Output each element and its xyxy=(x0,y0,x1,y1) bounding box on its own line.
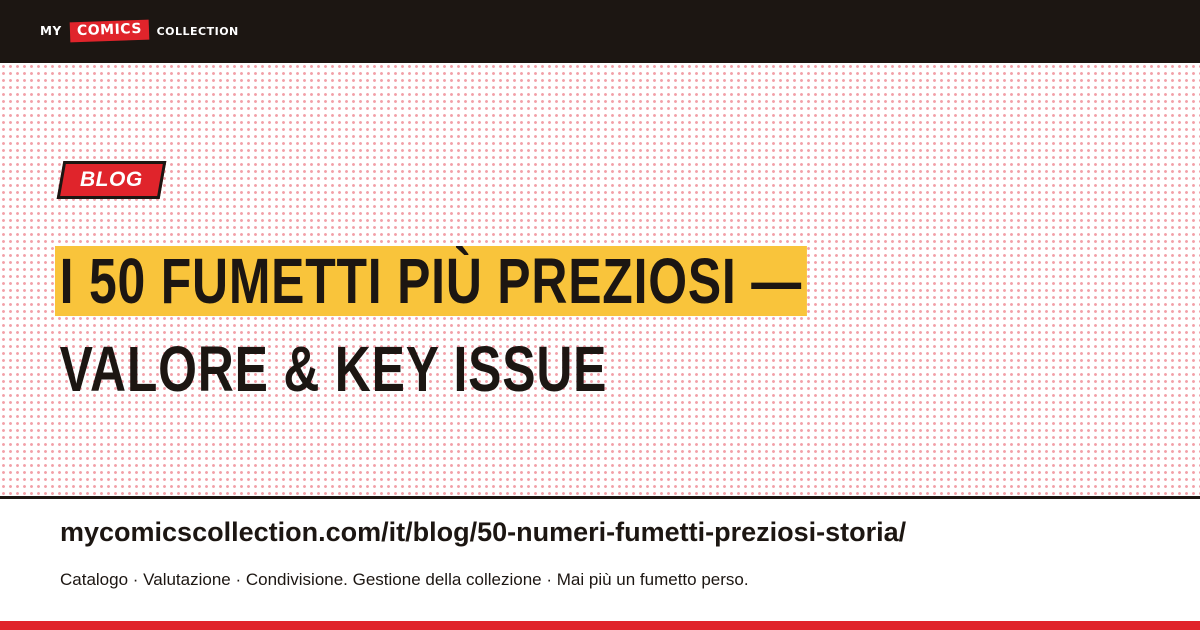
page-title-line-2: VALORE & KEY ISSUE xyxy=(59,333,608,405)
bottom-accent-stripe xyxy=(0,621,1200,630)
logo-collection-text: COLLECTION xyxy=(156,24,239,38)
blog-badge xyxy=(57,161,167,199)
section-divider xyxy=(0,496,1200,499)
logo-my-text: MY xyxy=(40,24,62,38)
blog-badge-label: BLOG xyxy=(80,168,143,191)
logo-comics-badge: COMICS xyxy=(69,20,149,43)
top-header-bar xyxy=(0,0,1200,63)
title-highlight: I 50 FUMETTI PIÙ PREZIOSI — xyxy=(55,246,807,316)
page-url: mycomicscollection.com/it/blog/50-numeri-fumetti-preziosi-storia/ xyxy=(60,517,907,547)
site-tagline: Catalogo · Valutazione · Condivisione. Gestione della collezione · Mai più un fumetto perso. xyxy=(60,570,749,589)
page-title-line-1 xyxy=(55,246,807,316)
site-logo[interactable] xyxy=(40,19,239,43)
